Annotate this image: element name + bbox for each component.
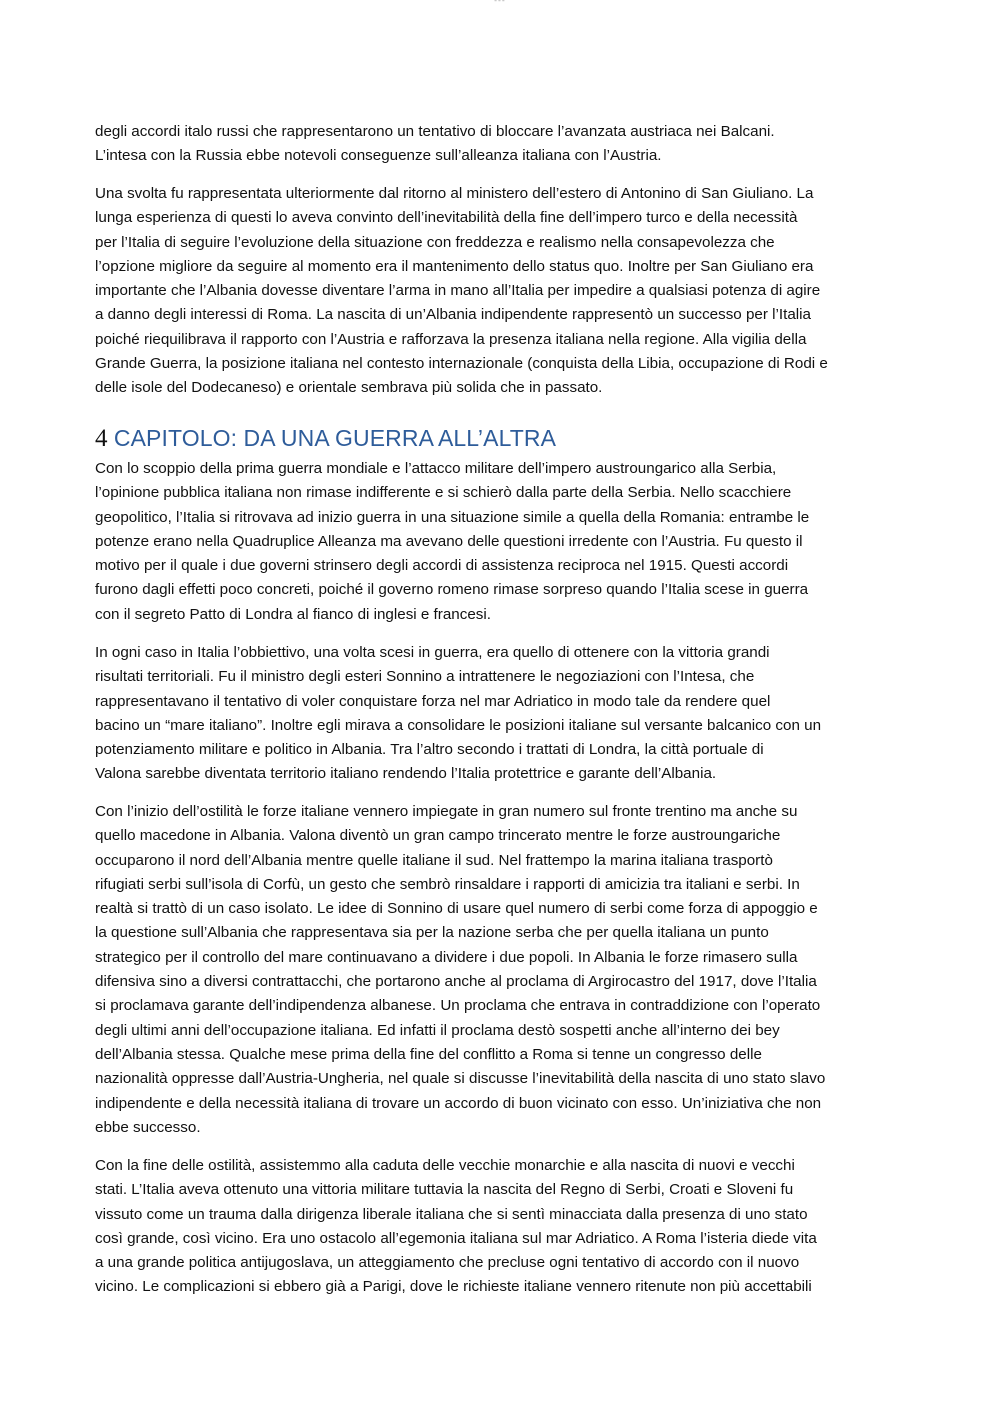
- text-line: dell’Albania stessa. Qualche mese prima della fine del conflitto a Roma si tenne un congresso delle: [95, 1045, 762, 1063]
- page-top-mark: ---: [494, 0, 506, 5]
- chapter-title: CAPITOLO: DA UNA GUERRA ALL’ALTRA: [113, 425, 557, 451]
- text-line: rifugiati serbi sull’isola di Corfù, un gesto che sembrò rinsaldare i rapporti di amicizia tra italiani e serbi. In: [95, 875, 800, 893]
- text-line: lunga esperienza di questi lo aveva convinto dell’inevitabilità della fine dell’impero turco e della necessità: [95, 209, 798, 227]
- text-line: degli ultimi anni dell’occupazione italiana. Ed infatti il proclama destò sospetti anche all’interno dei bey: [95, 1021, 780, 1039]
- text-line: a una grande politica antijugoslava, un atteggiamento che precluse ogni tentativo di accordo con il nuovo: [95, 1254, 800, 1272]
- text-line: Con lo scoppio della prima guerra mondiale e l’attacco militare dell’impero austroungarico alla Serbia,: [95, 460, 777, 477]
- text-line: si proclamava garante dell’indipendenza albanese. Un proclama che entrava in contraddizione con l’operato: [95, 997, 821, 1015]
- chapter-heading: [95, 423, 907, 454]
- text-line: poiché riequilibrava il rapporto con l’Austria e rafforzava la presenza italiana nella regione. Alla vigilia della: [95, 330, 807, 348]
- text-line: nazionalità oppresse dall’Austria-Ungheria, nel quale si discusse l’inevitabilità della nascita di uno stato slavo: [95, 1070, 826, 1088]
- text-line: geopolitico, l’Italia si ritrovava ad inizio guerra in una situazione simile a quella della Romania: entrambe le: [95, 508, 810, 526]
- text-line: Valona sarebbe diventata territorio italiano rendendo l’Italia protettrice e garante dell’Albania.: [95, 765, 717, 783]
- text-line: stati. L’Italia aveva ottenuto una vittoria militare tuttavia la nascita del Regno di Serbi, Croati e Sloveni fu: [95, 1181, 794, 1199]
- paragraph: [95, 1154, 907, 1300]
- text-line: L’intesa con la Russia ebbe notevoli conseguenze sull’alleanza italiana con l’Austria.: [95, 147, 662, 165]
- text-line: così grande, così vicino. Era uno ostacolo all’egemonia italiana sul mar Adriatico. A Roma l’isteria diede vita: [95, 1229, 817, 1247]
- text-line: In ogni caso in Italia l’obbiettivo, una volta scesi in guerra, era quello di ottenere con la vittoria grandi: [95, 644, 770, 661]
- text-line: Una svolta fu rappresentata ulteriormente dal ritorno al ministero dell’estero di Antonino di San Giuliano. La: [95, 185, 814, 202]
- text-line: la questione sull’Albania che rappresentava sia per la nazione serba che per quella italiana un punto: [95, 924, 769, 942]
- text-line: vicino. Le complicazioni si ebbero già a Parigi, dove le richieste italiane vennero ritenute non più accettabili: [95, 1278, 812, 1296]
- text-line: ebbe successo.: [95, 1118, 201, 1136]
- paragraph: [95, 800, 907, 1140]
- text-line: delle isole del Dodecaneso) e orientale sembrava più solida che in passato.: [95, 379, 603, 397]
- text-line: rappresentavano il tentativo di voler conquistare forza nel mar Adriatico in modo tale da rendere quel: [95, 692, 771, 710]
- text-line: Con la fine delle ostilità, assistemmo alla caduta delle vecchie monarchie e alla nascita di nuovi e vecchi: [95, 1157, 795, 1174]
- text-line: difensiva sino a diversi contrattacchi, che portarono anche al proclama di Argirocastro del 1917, dove l’Italia: [95, 973, 817, 991]
- text-line: Con l’inizio dell’ostilità le forze italiane vennero impiegate in gran numero sul fronte trentino ma anche su: [95, 803, 798, 820]
- chapter-number: 4: [95, 425, 108, 452]
- text-line: importante che l’Albania dovesse diventare l’arma in mano all’Italia per impedire a qualsiasi potenza di agire: [95, 282, 821, 300]
- text-line: motivo per il quale i due governi strinsero degli accordi di assistenza reciproca nel 1915. Questi accordi: [95, 557, 789, 575]
- text-line: vissuto come un trauma dalla dirigenza liberale italiana che si sentì minacciata dalla presenza di uno stato: [95, 1205, 808, 1223]
- text-line: realtà si trattò di un caso isolato. Le idee di Sonnino di usare quel numero di serbi come forza di appoggio e: [95, 900, 818, 918]
- paragraph: [95, 182, 907, 401]
- text-line: degli accordi italo russi che rappresentarono un tentativo di bloccare l’avanzata austriaca nei Balcani.: [95, 123, 775, 140]
- text-line: potenze erano nella Quadruplice Alleanza ma avevano delle questioni irredente con l’Austria. Fu questo il: [95, 532, 803, 550]
- text-line: furono dagli effetti poco concreti, poiché il governo romeno rimase sorpreso quando l’Italia scese in guerra: [95, 581, 809, 599]
- text-line: quello macedone in Albania. Valona diventò un gran campo trincerato mentre le forze austroungariche: [95, 827, 781, 845]
- text-line: potenziamento militare e politico in Albania. Tra l’altro secondo i trattati di Londra, la città portuale di: [95, 741, 764, 759]
- text-line: bacino un “mare italiano”. Inoltre egli mirava a consolidare le posizioni italiane sul versante balcanico con un: [95, 716, 822, 734]
- text-line: strategico per il controllo del mare continuavano a dividere i due popoli. In Albania le forze rimasero sulla: [95, 948, 798, 966]
- paragraph: [95, 641, 907, 787]
- text-line: l’opinione pubblica italiana non rimase indifferente e si schierò dalla parte della Serbia. Nello scacchiere: [95, 484, 792, 502]
- text-line: con il segreto Patto di Londra al fianco di inglesi e francesi.: [95, 605, 491, 623]
- paragraph: [95, 457, 907, 627]
- text-line: risultati territoriali. Fu il ministro degli esteri Sonnino a intrattenere le negoziazioni con l’Intesa, che: [95, 668, 755, 686]
- paragraph: [95, 120, 907, 169]
- text-line: occuparono il nord dell’Albania mentre quelle italiane il sud. Nel frattempo la marina italiana trasportò: [95, 851, 773, 869]
- text-line: indipendente e della necessità italiana di trovare un accordo di buon vicinato con esso. Un’iniziativa che non: [95, 1094, 822, 1112]
- text-line: Grande Guerra, la posizione italiana nel contesto internazionale (conquista della Libia, occupazione di Rodi e: [95, 355, 828, 373]
- text-line: per l’Italia di seguire l’evoluzione della situazione con freddezza e realismo nella consapevolezza che: [95, 233, 775, 251]
- text-line: l’opzione migliore da seguire al momento era il mantenimento dello status quo. Inoltre per San Giuliano era: [95, 257, 814, 275]
- text-line: a danno degli interessi di Roma. La nascita di un’Albania indipendente rappresentò un successo per l’Italia: [95, 306, 811, 324]
